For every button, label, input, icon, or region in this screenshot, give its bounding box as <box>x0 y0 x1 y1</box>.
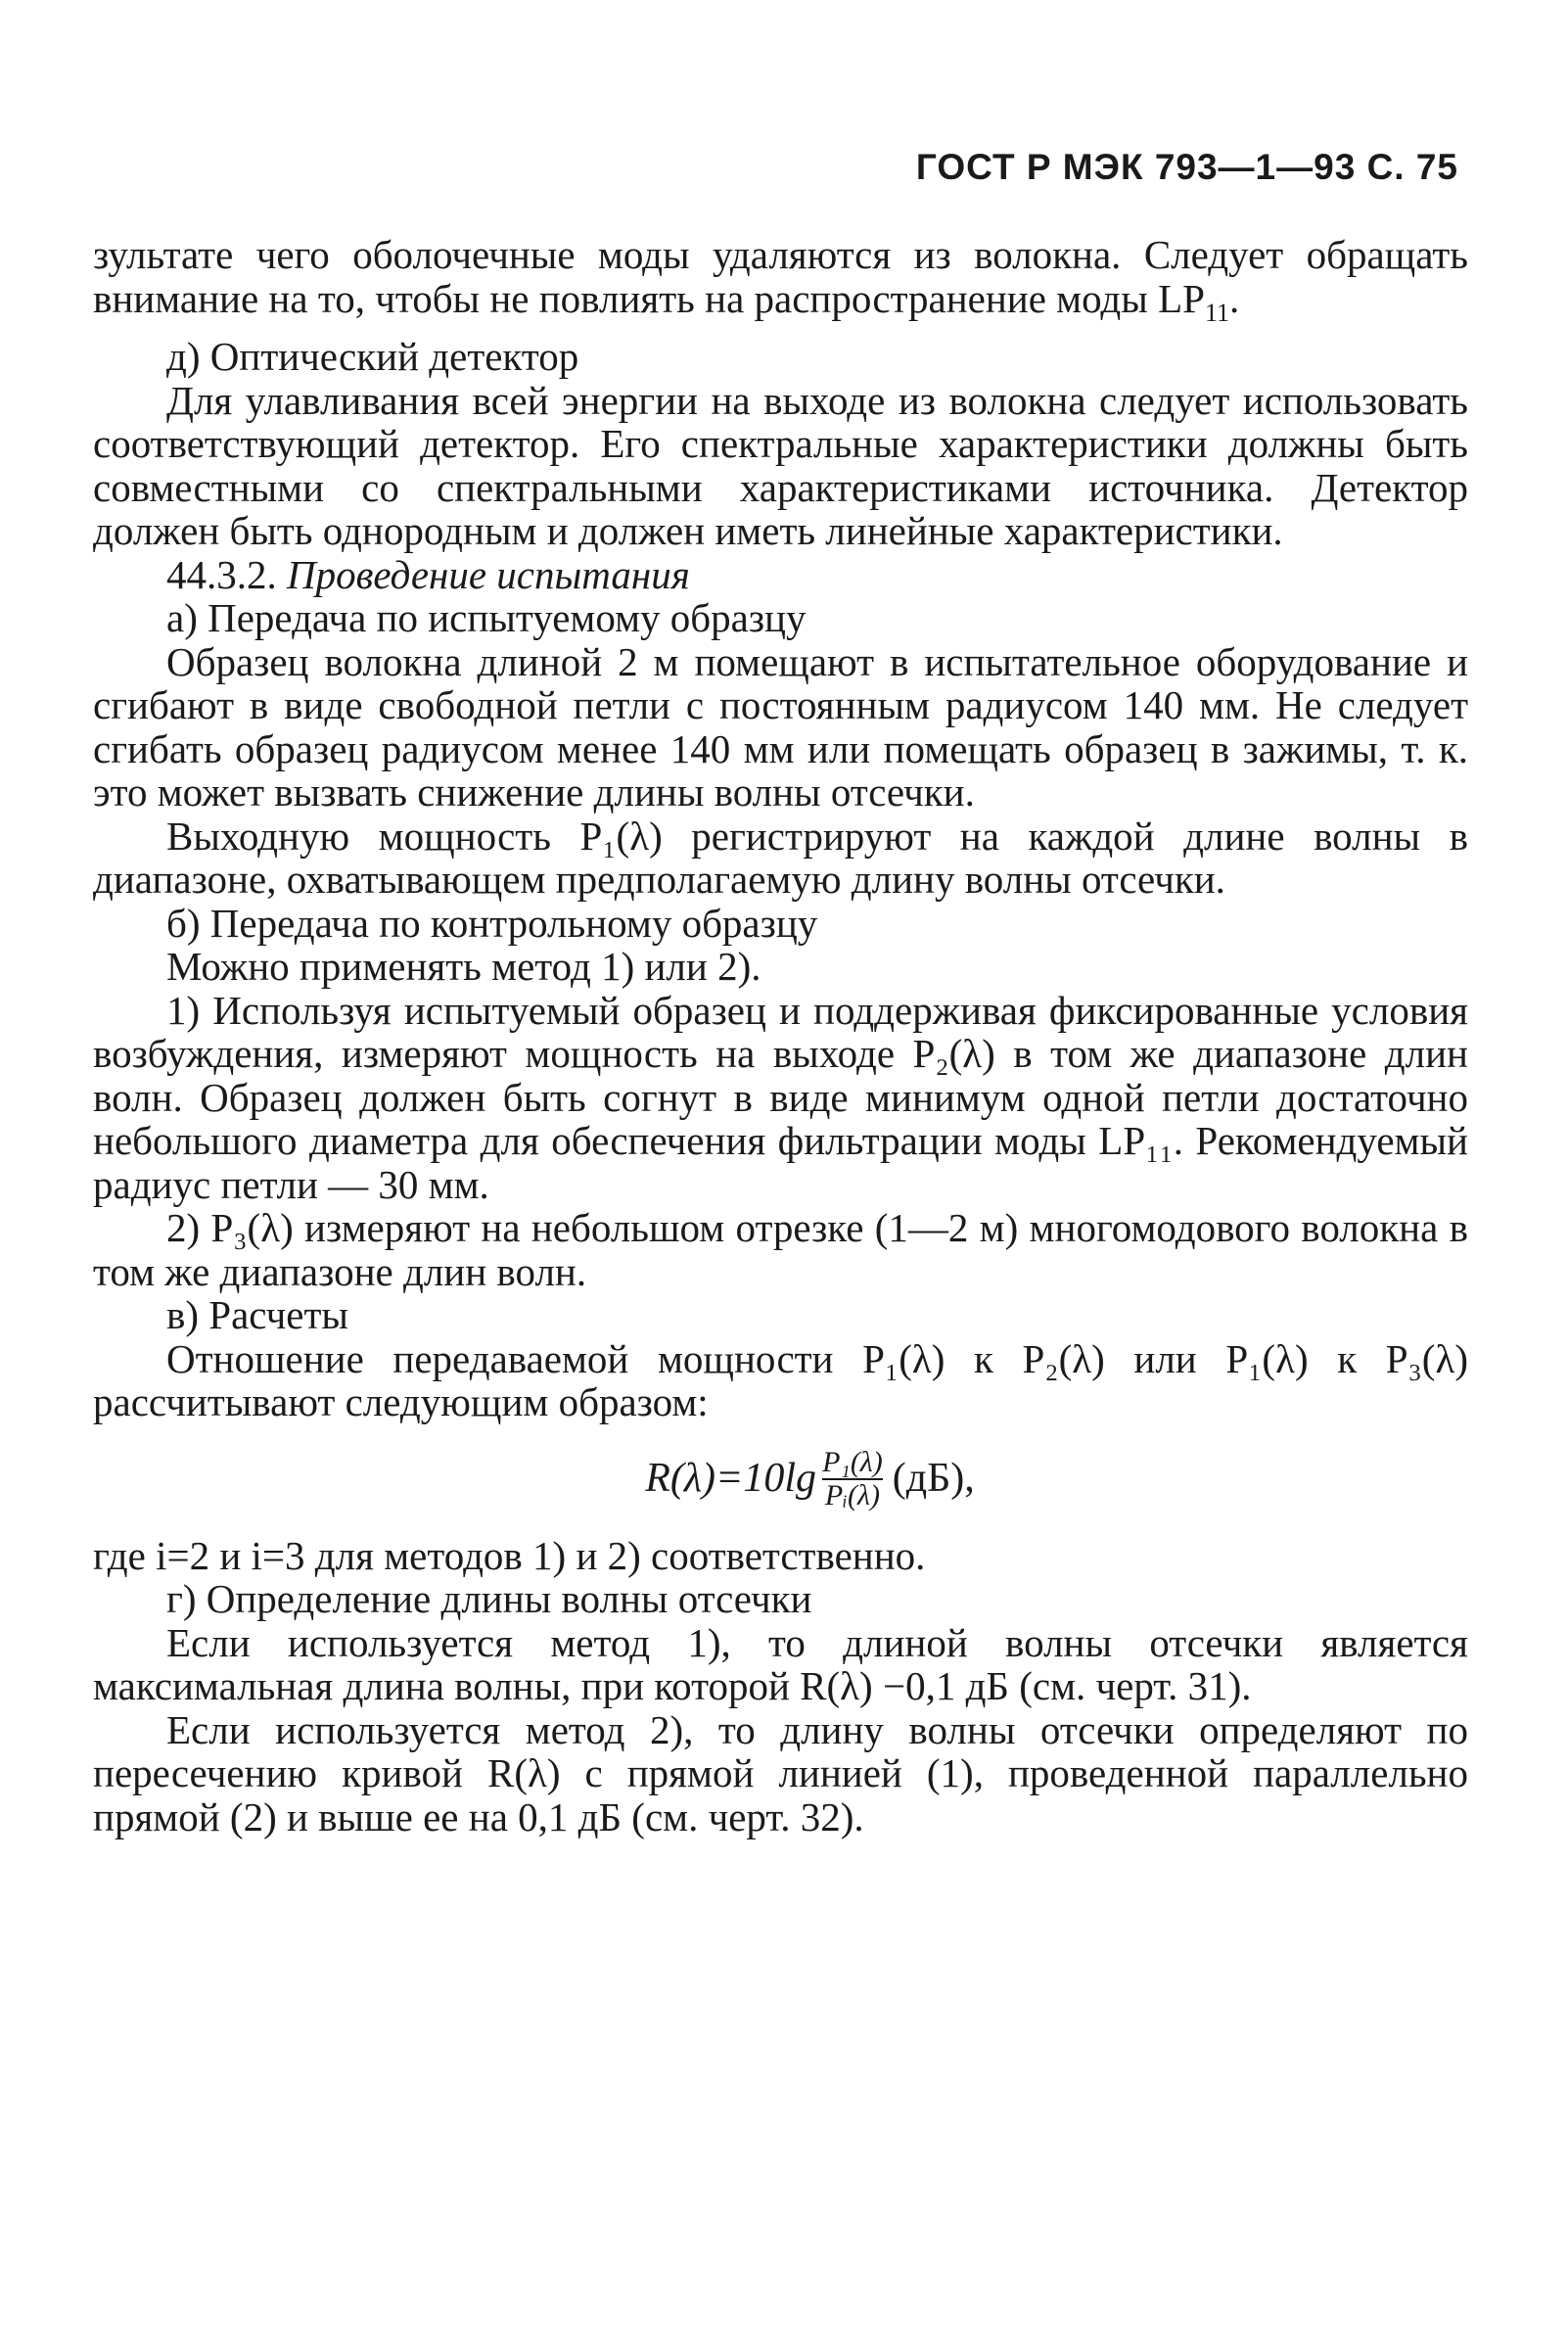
paragraph-7: 2) P₃(λ) измеряют на небольшом отрезке (1—2 м) многомодового волокна в том же диапазоне длин волн. <box>93 1205 1468 1294</box>
heading-4432: 44.3.2. Проведение испытания <box>166 551 690 597</box>
formula-unit: (дБ), <box>892 1456 975 1502</box>
heading-cutoff-determination: г) Определение длины волны отсечки <box>166 1576 812 1622</box>
formula-fraction <box>822 1447 883 1512</box>
formula-lhs: R(λ)=10lg <box>645 1456 817 1502</box>
document-body <box>93 233 1468 1838</box>
page-header: ГОСТ Р МЭК 793—1—93 С. 75 <box>915 147 1458 187</box>
heading-transmission-reference-sample: б) Передача по контрольному образцу <box>166 900 818 946</box>
formula <box>152 1424 1468 1534</box>
paragraph-3: Образец волокна длиной 2 м помещают в испытательное оборудование и сгибают в виде свободной петли с постоянным радиусом 140 мм. Не следует сгибать образец радиусом менее 140 мм или помещать образец в зажимы, т. к. это может вызвать снижение длины волны отсечки. <box>93 638 1468 815</box>
paragraph-5: Можно применять метод 1) или 2). <box>166 944 761 990</box>
paragraph-4: Выходную мощность P₁(λ) регистрируют на каждой длине волны в диапазоне, охватывающем предполагаемую длину волны отсечки. <box>93 813 1468 903</box>
paragraph-2: Для улавливания всей энергии на выходе из волокна следует использовать соответствующий детектор. Его спектральные характеристики должны быть совместными со спектральными характеристиками источника. Детектор должен быть однородным и должен иметь линейные характеристики. <box>93 377 1468 554</box>
heading-transmission-test-sample: а) Передача по испытуемому образцу <box>166 595 807 641</box>
formula-denominator: Pᵢ(λ) <box>824 1478 880 1512</box>
paragraph-9: где i=2 и i=3 для методов 1) и 2) соответственно. <box>93 1532 926 1578</box>
paragraph-6: 1) Используя испытуемый образец и поддерживая фиксированные условия возбуждения, измеряют мощность на выходе P₂(λ) в том же диапазоне длин волн. Образец должен быть согнут в виде минимум одной петли достаточно небольшого диаметра для обеспечения фильтрации моды LP₁₁. Рекомендуемый радиус петли — 30 мм. <box>93 987 1468 1207</box>
heading-optical-detector: д) Оптический детектор <box>166 334 579 380</box>
heading-calculations: в) Расчеты <box>166 1292 348 1338</box>
paragraph-1: зультате чего оболочечные моды удаляются из волокна. Следует обращать внимание на то, чтобы не повлиять на распространение моды $LP_{11}$. <box>93 232 1468 327</box>
paragraph-11: Если используется метод 2), то длину волны отсечки определяют по пересечению кривой R(λ) с прямой линией (1), проведенной параллельно прямой (2) и выше ее на 0,1 дБ (см. черт. 32). <box>93 1706 1468 1839</box>
paragraph-10: Если используется метод 1), то длиной волны отсечки является максимальная длина волны, при которой R(λ) −0,1 дБ (см. черт. 31). <box>93 1619 1468 1709</box>
paragraph-8: Отношение передаваемой мощности P₁(λ) к P₂(λ) или P₁(λ) к P₃(λ) рассчитывают следующим образом: <box>93 1335 1468 1425</box>
formula-numerator: P₁(λ) <box>822 1445 883 1478</box>
